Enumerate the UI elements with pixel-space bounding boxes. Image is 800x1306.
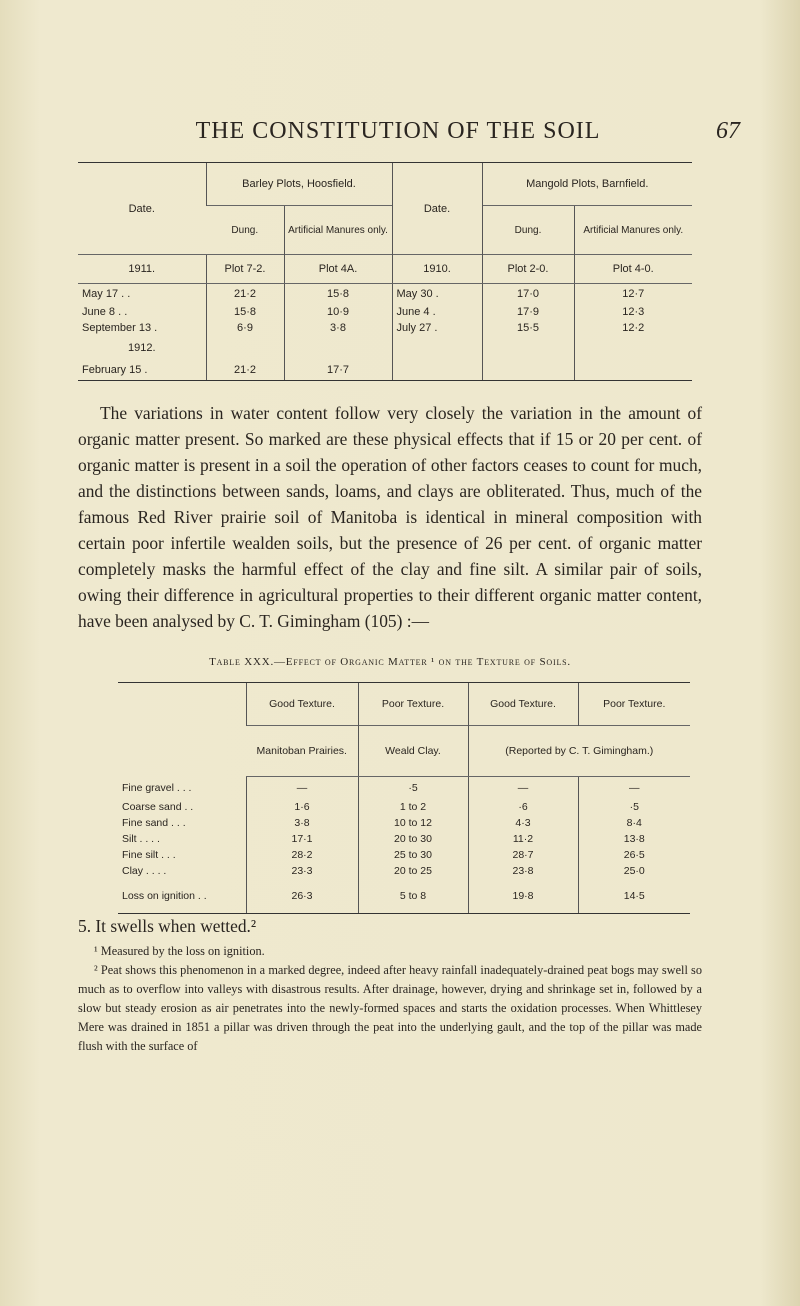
table-cell: Silt . . . . bbox=[122, 832, 160, 845]
weald-header: Weald Clay. bbox=[358, 726, 468, 777]
table-cell: 17·0 bbox=[482, 284, 574, 304]
table-cell: Clay . . . . bbox=[122, 864, 167, 877]
table-cell: 17·1 bbox=[246, 831, 358, 847]
table-cell: 12·7 bbox=[574, 284, 692, 304]
table-cell: 8·4 bbox=[578, 815, 690, 831]
table-cell: 19·8 bbox=[468, 879, 578, 914]
table-cell: 13·8 bbox=[578, 831, 690, 847]
table-cell: ·5 bbox=[358, 777, 468, 799]
table-cell: 4·3 bbox=[468, 815, 578, 831]
table-cell: — bbox=[578, 777, 690, 799]
table-cell: 17·7 bbox=[284, 360, 392, 381]
table-cell: ·6 bbox=[468, 799, 578, 815]
plot-4a: Plot 4A. bbox=[284, 255, 392, 284]
table-cell: 1·6 bbox=[246, 799, 358, 815]
poor-texture-header-2: Poor Texture. bbox=[578, 683, 690, 726]
barley-artificial-header: Artificial Manures only. bbox=[284, 206, 392, 255]
paragraph-text: The variations in water content follow very closely the variation in the amount of organic matter present. So marked are these physical effects that if 15 or 20 per cent. of organic matter is present in a soil the operation of other factors ceases to count for much, and the distinctions between sands, loams, and clays are obliterated. Thus, much of the famous Red River prairie soil of Manitoba is identical in mineral composition with certain poor infertile wealden soils, but the presence of 26 per cent. of organic matter completely masks the harmful effect of the clay and fine silt. A similar pair of soils, owing their difference in agricultural properties to their different organic matter content, have been analysed by C. T. Gimingham (105) :— bbox=[78, 403, 702, 631]
table-cell: 14·5 bbox=[578, 879, 690, 914]
table-cell: 23·8 bbox=[468, 863, 578, 879]
table-cell: 25·0 bbox=[578, 863, 690, 879]
body-paragraph bbox=[78, 400, 702, 634]
barley-header: Barley Plots, Hoosfield. bbox=[206, 163, 392, 206]
table-cell: 20 to 25 bbox=[358, 863, 468, 879]
table-cell: 28·7 bbox=[468, 847, 578, 863]
table-cell: 25 to 30 bbox=[358, 847, 468, 863]
footnote-2: ² Peat shows this phenomenon in a marked degree, indeed after heavy rainfall inadequately-drained peat bogs may swell so much as to overflow into valleys with disastrous results. After drainage, however, drying and shrinkage set in, followed by a slow but steady erosion as air penetrates into the newly-formed spaces and starts the oxidation processes. When Whittlesey Mere was drained in 1851 a pillar was driven through the peat into the underlying gault, and the top of the pillar was made flush with the surface of bbox=[78, 963, 702, 1053]
mangold-dung-header: Dung. bbox=[482, 206, 574, 255]
table-cell: 10 to 12 bbox=[358, 815, 468, 831]
table-cell: February 15 . bbox=[78, 360, 206, 381]
year-1912: 1912. bbox=[127, 341, 156, 354]
good-texture-header-2: Good Texture. bbox=[468, 683, 578, 726]
table-cell: Fine silt . . . bbox=[122, 848, 176, 861]
table-cell: May 30 . bbox=[392, 284, 482, 304]
page-number: 67 bbox=[716, 118, 740, 144]
good-texture-header: Good Texture. bbox=[246, 683, 358, 726]
footnotes bbox=[78, 942, 702, 1056]
table-cell: June 8 . . bbox=[82, 305, 128, 318]
plot-4-0: Plot 4-0. bbox=[574, 255, 692, 284]
table-cell: 1 to 2 bbox=[358, 799, 468, 815]
table-cell: 28·2 bbox=[246, 847, 358, 863]
table-cell: May 17 . . bbox=[82, 287, 131, 300]
table-cell: 3·8 bbox=[246, 815, 358, 831]
water-content-table bbox=[78, 162, 692, 381]
table-cell: 21·2 bbox=[206, 284, 284, 304]
table-cell: 21·2 bbox=[206, 360, 284, 381]
table-cell: 5 to 8 bbox=[358, 879, 468, 914]
barley-dung-header: Dung. bbox=[206, 206, 284, 255]
table-cell: 23·3 bbox=[246, 863, 358, 879]
table-cell: 20 to 30 bbox=[358, 831, 468, 847]
table-cell: 15·5 bbox=[482, 320, 574, 336]
table-cell: July 27 . bbox=[392, 320, 482, 336]
mangold-artificial-header: Artificial Manures only. bbox=[574, 206, 692, 255]
plot-2-0: Plot 2-0. bbox=[482, 255, 574, 284]
manitoban-header: Manitoban Prairies. bbox=[246, 726, 358, 777]
table-cell: 12·3 bbox=[574, 304, 692, 320]
table-cell: 17·9 bbox=[482, 304, 574, 320]
plot-7-2: Plot 7-2. bbox=[206, 255, 284, 284]
table-cell: 10·9 bbox=[284, 304, 392, 320]
table-cell: 26·5 bbox=[578, 847, 690, 863]
table-cell: September 13 . bbox=[82, 321, 158, 334]
date-header-right: Date. bbox=[392, 163, 482, 255]
running-head bbox=[0, 118, 800, 148]
table-cell: Fine sand . . . bbox=[122, 816, 186, 829]
table-cell: 6·9 bbox=[206, 320, 284, 336]
table-cell: Loss on ignition . . bbox=[118, 879, 246, 914]
running-head-title: THE CONSTITUTION OF THE SOIL bbox=[195, 118, 601, 144]
table-cell: June 4 . bbox=[392, 304, 482, 320]
section-subhead: 5. It swells when wetted.² bbox=[78, 916, 257, 936]
table-cell: — bbox=[468, 777, 578, 799]
table-cell: — bbox=[246, 777, 358, 799]
date-header-left: Date. bbox=[78, 163, 206, 255]
table-cell: ·5 bbox=[578, 799, 690, 815]
table-cell: 3·8 bbox=[284, 320, 392, 336]
table-cell: 15·8 bbox=[284, 284, 392, 304]
table-cell: Coarse sand . . bbox=[122, 800, 194, 813]
texture-table bbox=[118, 682, 690, 914]
year-1910: 1910. bbox=[392, 255, 482, 284]
mangold-header: Mangold Plots, Barnfield. bbox=[482, 163, 692, 206]
poor-texture-header: Poor Texture. bbox=[358, 683, 468, 726]
year-1911: 1911. bbox=[78, 255, 206, 284]
table-cell: 15·8 bbox=[206, 304, 284, 320]
table-cell: 11·2 bbox=[468, 831, 578, 847]
table-cell: 12·2 bbox=[574, 320, 692, 336]
footnote-1: ¹ Measured by the loss on ignition. bbox=[94, 944, 265, 958]
table-cell: Fine gravel . . . bbox=[122, 781, 192, 794]
table-caption: Table XXX.—Effect of Organic Matter ¹ on the Texture of Soils. bbox=[209, 656, 571, 668]
table-cell: 26·3 bbox=[246, 879, 358, 914]
reported-header: (Reported by C. T. Gimingham.) bbox=[468, 726, 690, 777]
